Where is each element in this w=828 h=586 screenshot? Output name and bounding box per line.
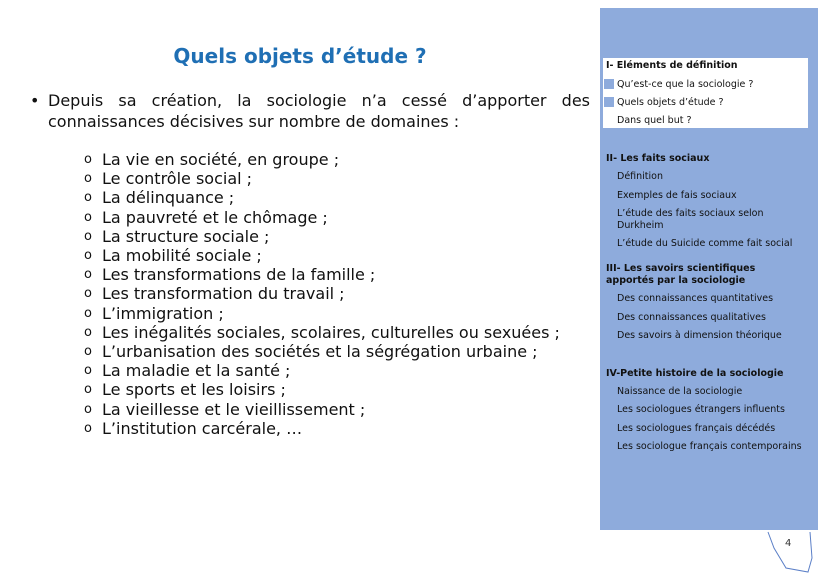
sidebar-item-etrangers[interactable]: Les sociologues étrangers influents [617,404,785,415]
list-item: o La vieillesse et le vieillissement ; [84,400,560,419]
sidebar-item-quantitatives[interactable]: Des connaissances quantitatives [617,293,774,304]
sidebar-item-sociologie[interactable]: Qu’est-ce que la sociologie ? [617,79,754,90]
sidebar-section-4-heading[interactable]: IV-Petite histoire de la sociologie [606,368,784,379]
list-item: o La structure sociale ; [84,227,560,246]
list-item: o La vie en société, en groupe ; [84,150,560,169]
intro-paragraph [30,90,590,132]
page-number-badge-icon [760,528,820,574]
list-item: o Les inégalités sociales, scolaires, culturelles ou sexuées ; [84,323,560,342]
slide-title: Quels objets d’étude ? [173,44,427,68]
sidebar-item-durkheim[interactable]: L’étude des faits sociaux selon [617,208,764,219]
bullet-icon: • [30,91,40,110]
list-item: o La pauvreté et le chômage ; [84,208,560,227]
sidebar-section-2-heading[interactable]: II- Les faits sociaux [606,153,710,164]
page-number: 4 [785,538,792,549]
sidebar-section-3-heading-cont[interactable]: apportés par la sociologie [606,275,746,286]
domain-list [84,150,560,438]
list-item: o Les transformations de la famille ; [84,265,560,284]
sidebar-item-naissance[interactable]: Naissance de la sociologie [617,386,743,397]
sidebar-item-decedes[interactable]: Les sociologues français décédés [617,423,776,434]
list-item: o L’institution carcérale, … [84,419,560,438]
sidebar-item-exemples[interactable]: Exemples de fais sociaux [617,190,737,201]
active-marker-icon [604,79,614,89]
sidebar-item-qualitatives[interactable]: Des connaissances qualitatives [617,312,766,323]
sidebar-item-objets-etude[interactable]: Quels objets d’étude ? [617,97,724,108]
list-item: o La mobilité sociale ; [84,246,560,265]
active-marker-icon [604,97,614,107]
list-item: o Les transformation du travail ; [84,284,560,303]
sidebar-section-3-heading[interactable]: III- Les savoirs scientifiques [606,263,756,274]
list-item: o La maladie et la santé ; [84,361,560,380]
sidebar-section-1-heading[interactable]: I- Eléments de définition [606,60,738,71]
list-item: o L’immigration ; [84,304,560,323]
list-item: o L’urbanisation des sociétés et la ségrégation urbaine ; [84,342,560,361]
list-item: o Le sports et les loisirs ; [84,380,560,399]
sidebar-item-suicide[interactable]: L’étude du Suicide comme fait social [617,238,793,249]
list-item: o La délinquance ; [84,188,560,207]
sidebar-item-dans-quel-but[interactable]: Dans quel but ? [617,115,692,126]
sidebar-item-definition[interactable]: Définition [617,171,664,182]
sidebar-item-contemporains[interactable]: Les sociologue français contemporains [617,441,802,452]
sidebar-item-theorique[interactable]: Des savoirs à dimension théorique [617,330,782,341]
list-item: o Le contrôle social ; [84,169,560,188]
intro-text: Depuis sa création, la sociologie n’a cessé d’apporter des connaissances décisives sur nombre de domaines : [48,91,590,131]
sidebar-item-durkheim-cont[interactable]: Durkheim [617,220,664,231]
